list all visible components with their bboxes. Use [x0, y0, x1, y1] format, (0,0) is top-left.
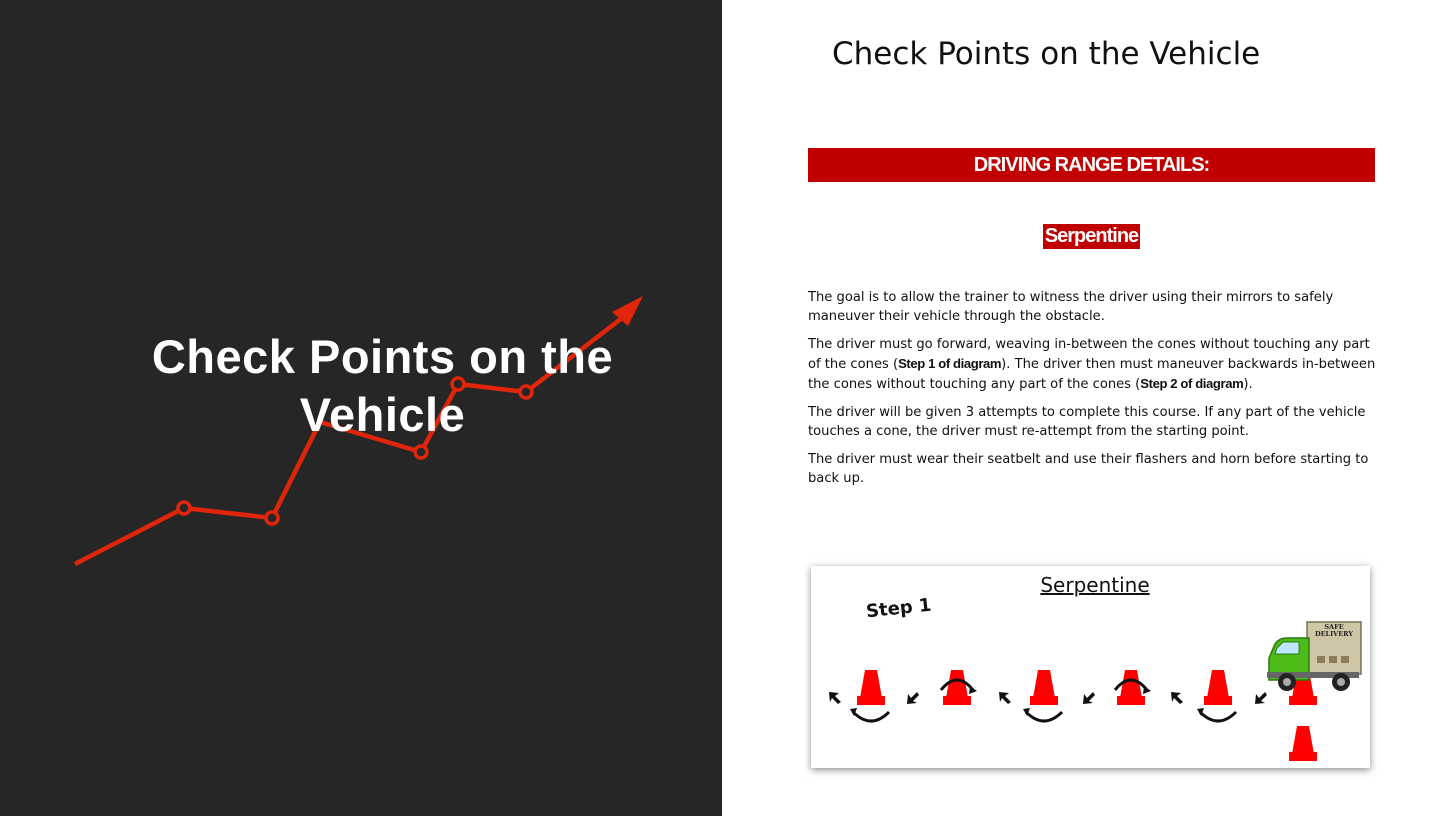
step-1-reference: Step 1 of diagram	[898, 356, 1002, 371]
diagram-title: Serpentine	[1040, 573, 1150, 597]
traffic-cone-icon	[857, 670, 1317, 761]
left-panel	[0, 0, 722, 816]
serpentine-section-label: Serpentine	[1044, 225, 1139, 247]
banner-text: DRIVING RANGE DETAILS:	[973, 153, 1210, 176]
step-1-label: Step 1	[865, 594, 933, 623]
serpentine-diagram	[811, 566, 1370, 768]
truck-sign: SAFE DELIVERY	[1314, 623, 1354, 638]
right-panel	[722, 0, 1451, 816]
paragraph-goal: The goal is to allow the trainer to witness the driver using their mirrors to safely maneuver their vehicle through the obstacle.	[808, 290, 1334, 324]
paragraph-attempts: The driver will be given 3 attempts to complete this course. If any part of the vehicle touches a cone, the driver must re-attempt from the starting point.	[808, 405, 1366, 439]
driving-range-banner	[808, 148, 1375, 182]
section-label-wrapper	[808, 224, 1375, 249]
paragraph-seatbelt: The driver must wear their seatbelt and use their flashers and horn before starting to back up.	[808, 452, 1369, 486]
step-2-reference: Step 2 of diagram	[1140, 376, 1244, 391]
document-title: Check Points on the Vehicle	[832, 36, 1261, 72]
paragraph-forward: The driver must go forward, weaving in-between the cones without touching any part of the cones (Step 1 of diagram). The driver then must maneuver backwards in-between the cones without touching any part of the cones (Step 2 of diagram).	[808, 337, 1376, 392]
delivery-truck-icon	[1265, 618, 1365, 693]
slide-title: Check Points on the Vehicle	[151, 330, 614, 441]
instructions-text	[808, 288, 1378, 497]
